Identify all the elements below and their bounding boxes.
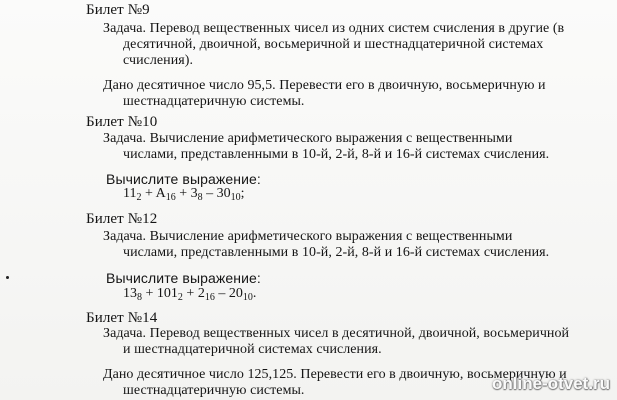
ticket-given-line: Дано десятичное число 125,125. Перевести его в двоичную, восьмеричную и <box>103 367 567 382</box>
term-value: 11 <box>123 186 137 201</box>
expression-operator: – <box>202 186 217 201</box>
ticket-task-line: Задача. Вычисление арифметического выражения с вещественными <box>103 131 513 146</box>
ink-dot <box>6 276 9 279</box>
ticket-task-line: числами, представленными в 10-й, 2-й, 8-й и 16-й системах счисления. <box>123 147 550 162</box>
ticket-task-line: Задача. Перевод вещественных чисел в десятичной, двоичной, восьмеричной <box>103 326 570 341</box>
math-expression <box>123 186 245 203</box>
ticket-task-line: Задача. Перевод вещественных чисел из одних систем счисления в другие (в <box>103 21 565 36</box>
ticket-given-line: Дано десятичное число 95,5. Перевести его в двоичную, восьмеричную и <box>103 78 546 93</box>
ticket-task-line: счисления). <box>123 53 194 68</box>
ticket-task-line: числами, представленными в 10-й, 2-й, 8-й и 16-й системах счисления. <box>123 245 550 260</box>
compute-label: Вычислите выражение: <box>106 171 261 187</box>
term-value: 13 <box>123 286 137 301</box>
term-base: 10 <box>230 192 241 203</box>
expression-operator: ; <box>240 186 245 201</box>
watermark: online-otvet.ru <box>492 374 611 393</box>
expression-term <box>191 186 203 201</box>
expression-operator: + <box>141 186 156 201</box>
expression-operator: – <box>214 286 229 301</box>
expression-term <box>123 286 142 301</box>
term-value: 2 <box>197 286 205 301</box>
expression-operator: + <box>142 286 157 301</box>
expression-operator: . <box>252 286 257 301</box>
expression-term <box>198 286 215 301</box>
ticket-title: Билет №9 <box>86 2 150 18</box>
expression-term <box>217 186 241 201</box>
ticket-title: Билет №10 <box>86 114 158 130</box>
expression-term <box>156 186 176 201</box>
term-base: 8 <box>197 192 203 203</box>
term-base: 2 <box>177 292 183 303</box>
term-value: A <box>155 186 166 201</box>
expression-term <box>123 186 141 201</box>
term-base: 10 <box>242 292 253 303</box>
ticket-task-line: десятичной, двоичной, восьмеричной и шестнадцатеричной системах <box>123 37 544 52</box>
ticket-title: Билет №14 <box>86 310 158 326</box>
expression-operator: + <box>175 186 191 201</box>
term-base: 8 <box>137 292 142 303</box>
expression-operator: + <box>182 286 198 301</box>
math-expression <box>123 286 256 303</box>
term-base: 16 <box>204 292 215 303</box>
ticket-given-line: шестнадцатеричную системы. <box>123 94 305 109</box>
term-base: 2 <box>136 192 142 203</box>
term-value: 30 <box>216 186 231 201</box>
expression-term <box>157 286 183 301</box>
term-value: 101 <box>156 286 178 301</box>
expression-term <box>229 286 253 301</box>
ticket-task-line: Задача. Вычисление арифметического выражения с вещественными <box>103 229 513 244</box>
term-value: 20 <box>228 286 243 301</box>
ticket-given-line: шестнадцатеричную системы. <box>123 383 305 398</box>
term-base: 16 <box>165 192 176 203</box>
term-value: 3 <box>190 186 198 201</box>
ticket-task-line: и шестнадцатеричной системах счисления. <box>123 342 382 357</box>
compute-label: Вычислите выражение: <box>106 270 261 286</box>
ticket-title: Билет №12 <box>86 211 158 227</box>
